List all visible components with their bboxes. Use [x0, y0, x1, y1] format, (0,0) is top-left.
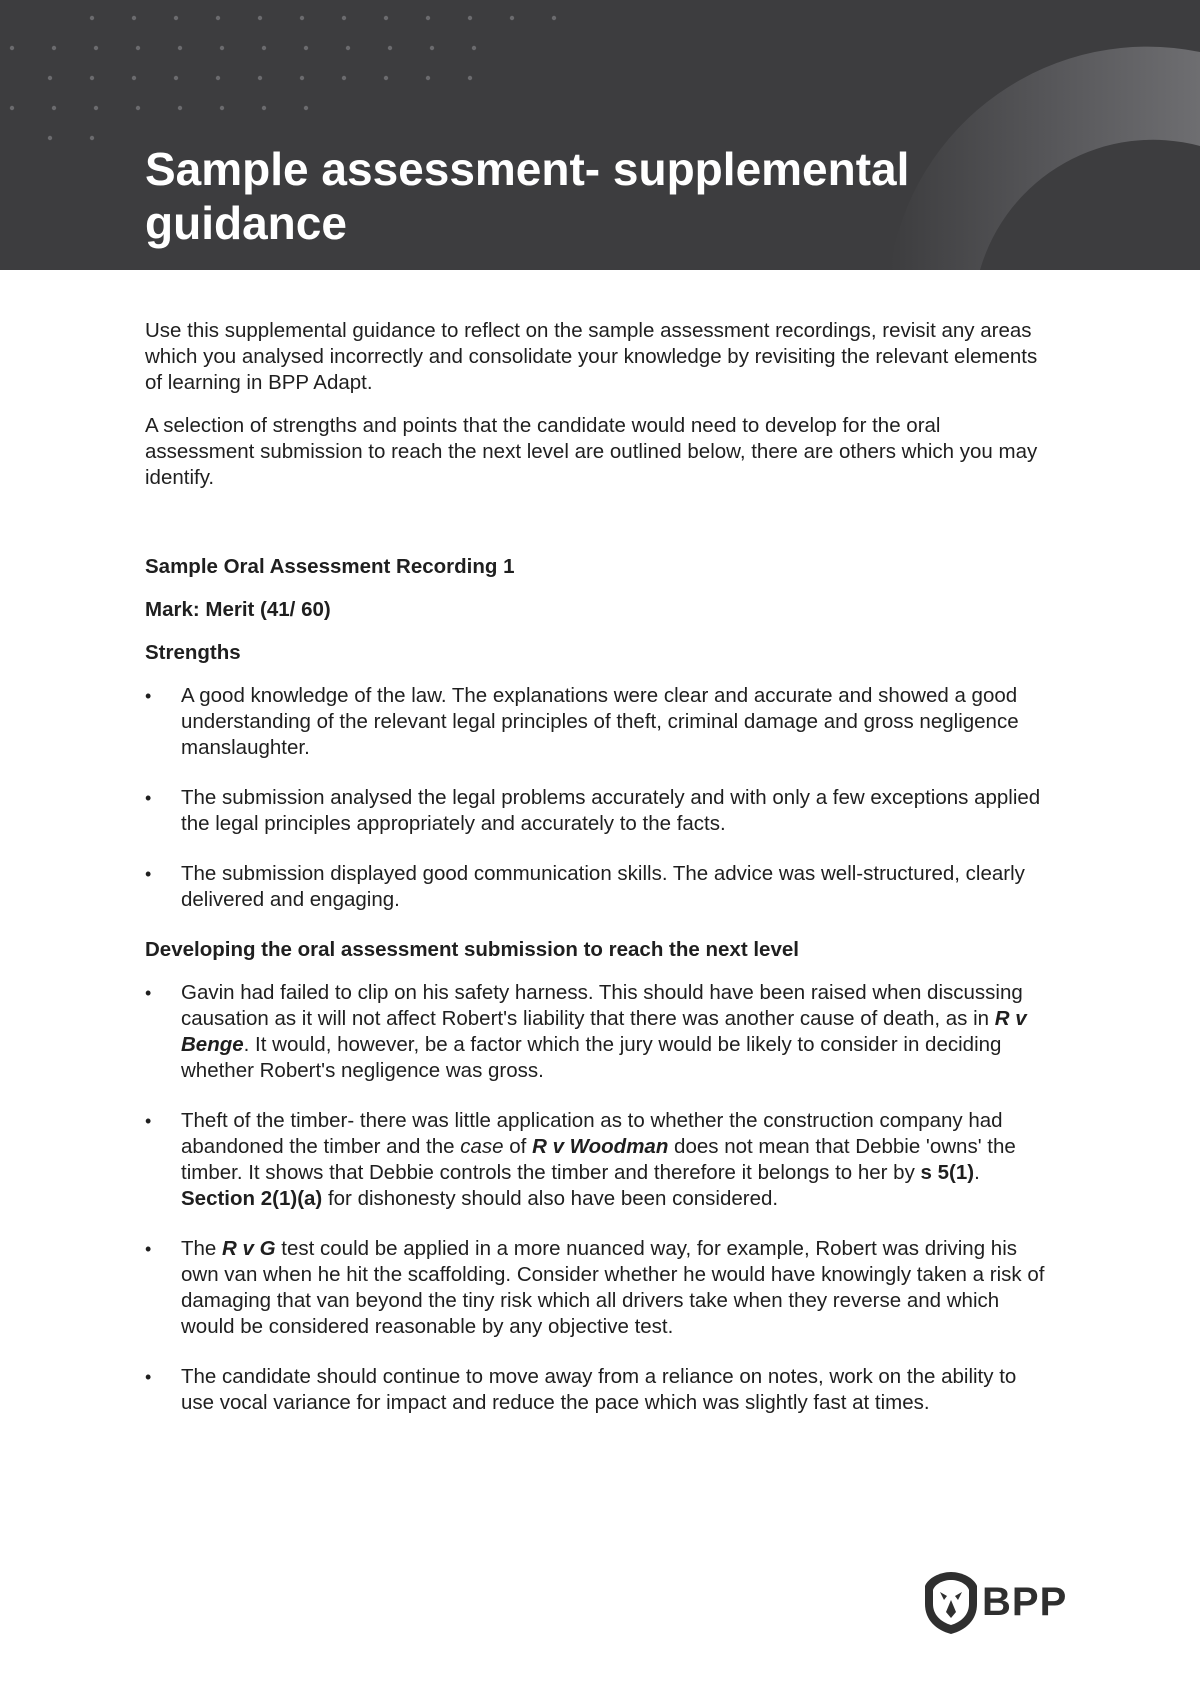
strengths-list [145, 683, 1055, 913]
case-name: R v Benge [181, 1007, 1027, 1056]
title-line-1: Sample assessment- supplemental [145, 143, 910, 195]
bullet-icon: • [145, 864, 152, 884]
statute-reference: Section 2(1)(a) [181, 1187, 323, 1210]
statute-reference: s 5(1) [920, 1161, 975, 1184]
list-item: • Theft of the timber- there was little application as to whether the construction company had abandoned the timber and the case of R v Woodman does not mean that Debbie 'owns' the timber. It shows that Debbie controls the timber and therefore it belongs to her by s 5(1). Section 2(1)(a) for dishonesty should also have been considered. [145, 1109, 1016, 1210]
case-name: R v G [222, 1237, 276, 1260]
list-item: • A good knowledge of the law. The explanations were clear and accurate and showed a good understanding of the relevant legal principles of theft, criminal damage and gross negligence manslaughter. [145, 684, 1019, 759]
develop-heading: Developing the oral assessment submission to reach the next level [145, 938, 799, 961]
document-body [145, 318, 1055, 1440]
intro-paragraph-2: A selection of strengths and points that the candidate would need to develop for the oral assessment submission to reach the next level are outlined below, there are others which you may identify. [145, 414, 1038, 489]
mark-heading: Mark: Merit (41/ 60) [145, 598, 331, 621]
header-banner [0, 0, 1200, 270]
develop-list [145, 980, 1055, 1416]
intro-paragraph-1: Use this supplemental guidance to reflect on the sample assessment recordings, revisit any areas which you analysed incorrectly and consolidate your knowledge by revisiting the relevant elements of learning in BPP Adapt. [145, 319, 1038, 394]
bullet-icon: • [145, 983, 152, 1003]
bullet-icon: • [145, 788, 152, 808]
list-item: • Gavin had failed to clip on his safety harness. This should have been raised when discussing causation as it will not affect Robert's liability that there was another cause of death, as in R v Benge. It would, however, be a factor which the jury would be likely to consider in deciding whether Robert's negligence was gross. [145, 981, 1027, 1082]
logo-text: BPP [982, 1580, 1068, 1624]
bpp-logo [922, 1568, 1068, 1640]
strengths-heading: Strengths [145, 641, 241, 664]
list-item: • The submission displayed good communication skills. The advice was well-structured, clearly delivered and engaging. [145, 862, 1025, 911]
list-item: • The R v G test could be applied in a more nuanced way, for example, Robert was driving his own van when he hit the scaffolding. Consider whether he would have knowingly taken a risk of damaging that van beyond the tiny risk which all drivers take when they reverse and which would be considered reasonable by any objective test. [145, 1237, 1045, 1338]
lion-shield-icon [922, 1570, 980, 1636]
page-title [145, 142, 1045, 250]
case-name: R v Woodman [532, 1135, 669, 1158]
bullet-icon: • [145, 1111, 152, 1131]
list-item: • The candidate should continue to move away from a reliance on notes, work on the ability to use vocal variance for impact and reduce the pace which was slightly fast at times. [145, 1365, 1017, 1414]
bullet-icon: • [145, 1367, 152, 1387]
list-item: • The submission analysed the legal problems accurately and with only a few exceptions applied the legal principles appropriately and accurately to the facts. [145, 786, 1041, 835]
recording-heading: Sample Oral Assessment Recording 1 [145, 555, 515, 578]
bullet-icon: • [145, 1239, 152, 1259]
title-line-2: guidance [145, 197, 347, 249]
bullet-icon: • [145, 686, 152, 706]
